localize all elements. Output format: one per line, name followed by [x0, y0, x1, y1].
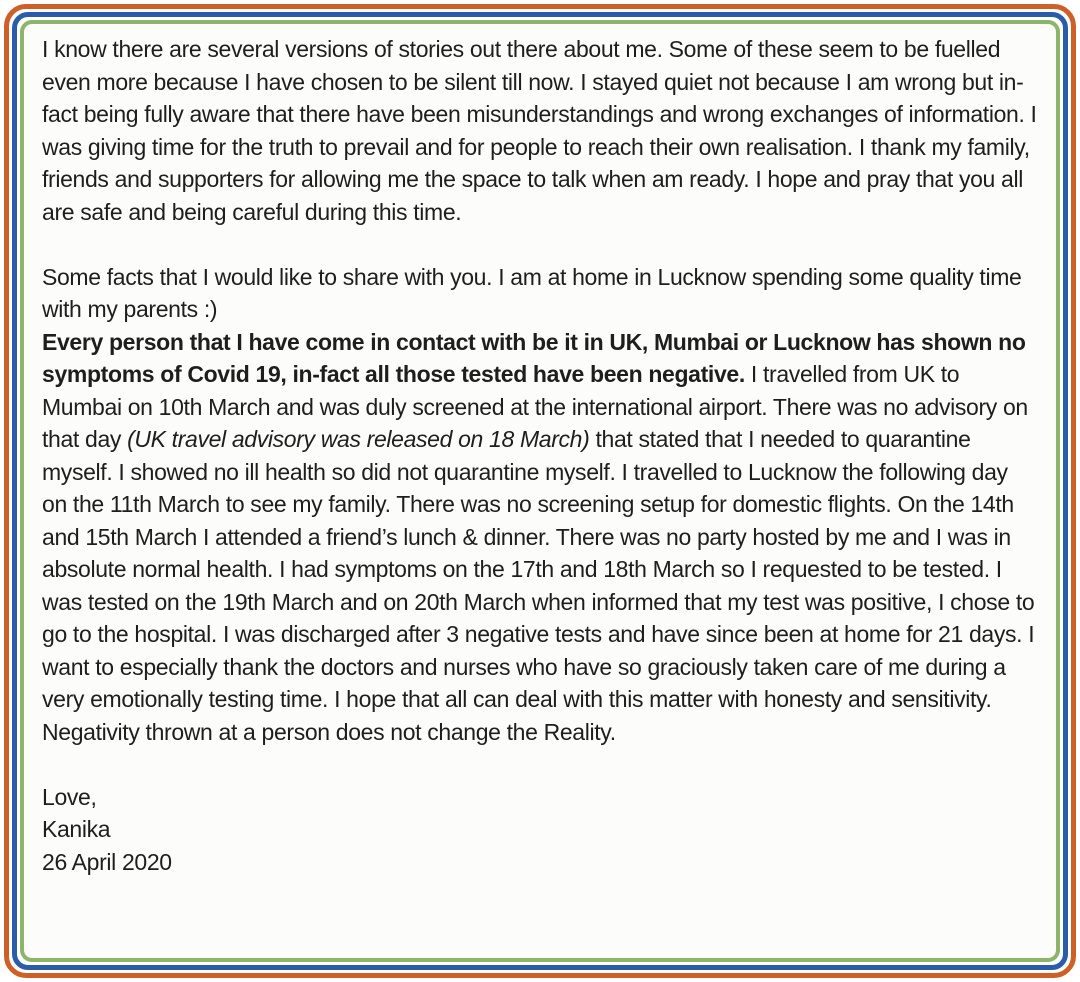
- text-run-bold: Every person that I have come in contact with be it in UK, Mumbai or Lucknow has shown no symptoms of Covid 19, in-fact all those tested have been negative.: [42, 328, 1026, 387]
- text-run-normal: I travelled from UK to Mumbai on 10th March and was duly screened at the international airport. There was no advisory on that day: [42, 361, 1028, 452]
- text-run-normal: I know there are several versions of stories out there about me. Some of these seem to be fuelled even more because I have chosen to be silent till now. I stayed quiet not because I am wrong but in-fact being fully aware that there have been misunderstandings and wrong exchanges of information. I was giving time for the truth to prevail and for people to reach their own realisation. I thank my family, friends and supporters for allowing me the space to talk when am ready. I hope and pray that you all are safe and being careful during this time.: [42, 36, 1037, 225]
- middle-blue-frame: [12, 12, 1068, 970]
- paragraph: [42, 813, 1038, 846]
- paragraph: [42, 781, 1038, 814]
- paragraph: [42, 326, 1038, 716]
- letter-body: [24, 24, 1056, 878]
- text-run-normal: Love,: [42, 783, 97, 810]
- paragraph: [42, 261, 1038, 326]
- outer-orange-frame: [4, 4, 1076, 978]
- text-run-normal: Kanika: [42, 816, 111, 842]
- paragraph: [42, 846, 1038, 879]
- inner-green-frame: [20, 20, 1060, 962]
- text-run-normal: 26 April 2020: [42, 848, 172, 875]
- text-run-normal: that stated that I needed to quarantine myself. I showed no ill health so did not quarantine myself. I travelled to Lucknow the following day on the 11th March to see my family. There was no screening setup for domestic flights. On the 14th and 15th March I attended a friend’s lunch & dinner. There was no party hosted by me and I was in absolute normal health. I had symptoms on the 17th and 18th March so I requested to be tested. I was tested on the 19th March and on 20th March when informed that my test was positive, I chose to go to the hospital. I was discharged after 3 negative tests and have since been at home for 21 days. I want to especially thank the doctors and nurses who have so graciously taken care of me during a very emotionally testing time. I hope that all can deal with this matter with honesty and sensitivity.: [42, 426, 1035, 712]
- paragraph: [42, 716, 1038, 749]
- text-run-italic: (UK travel advisory was released on 18 March): [127, 426, 590, 452]
- text-run-normal: Negativity thrown at a person does not change the Reality.: [42, 718, 616, 745]
- text-run-normal: Some facts that I would like to share with you. I am at home in Lucknow spending some quality time with my parents :): [42, 263, 1022, 322]
- paragraph: [42, 33, 1038, 228]
